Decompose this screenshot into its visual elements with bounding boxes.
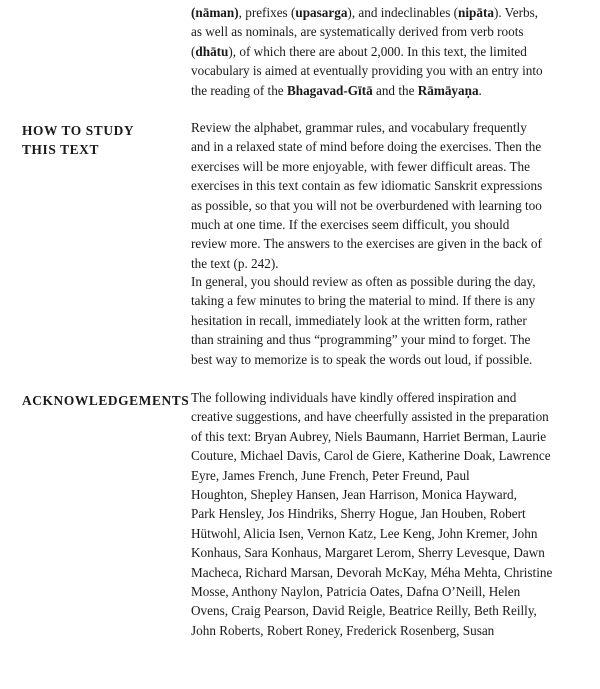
intro-line [191, 81, 591, 100]
paragraph-line: Mosse, Anthony Naylon, Patricia Oates, Dafna O’Neill, Helen [191, 584, 521, 600]
how-to-study-paragraph-2 [191, 272, 591, 369]
paragraph-line: Couture, Michael Davis, Carol de Giere, Katherine Doak, Lawrence [191, 448, 551, 464]
paragraph-line: review more. The answers to the exercises are given in the back of [191, 236, 542, 252]
paragraph-line: exercises will be more enjoyable, with fewer difficult areas. The [191, 158, 530, 174]
heading-line: THIS TEXT [22, 142, 99, 157]
paragraph-line: best way to memorize is to speak the words out loud, if possible. [191, 351, 533, 367]
text-run: ), and indeclinables ( [347, 5, 459, 20]
how-to-study-paragraph-1 [191, 118, 591, 273]
paragraph-line: as possible, so that you will not be overburdened with learning too [191, 197, 542, 213]
paragraph-line: Ovens, Craig Pearson, David Reigle, Beatrice Reilly, Beth Reilly, [191, 603, 537, 619]
heading-line: ACKNOWLEDGEMENTS [22, 393, 190, 408]
paragraph-line: taking a few minutes to bring the material to mind. If there is any [191, 293, 536, 309]
paragraph-line: than straining and thus “programming” your mind to forget. The [191, 332, 531, 348]
paragraph-line: The following individuals have kindly offered inspiration and [191, 390, 517, 405]
paragraph-line: exercises in this text contain as few idiomatic Sanskrit expressions [191, 178, 543, 194]
paragraph-line: hesitation in recall, immediately look at the written form, rather [191, 312, 527, 328]
intro-paragraph [191, 3, 591, 100]
text-run: . [478, 82, 482, 98]
acknowledgements-paragraph [191, 388, 591, 640]
paragraph-line: and in a relaxed state of mind before doing the exercises. Then the [191, 139, 542, 155]
paragraph-line: In general, you should review as often as possible during the day, [191, 274, 536, 289]
paragraph-line: Houghton, Shepley Hansen, Jean Harrison, Monica Hayward, [191, 487, 517, 503]
text-run: and the [372, 82, 418, 98]
paragraph-line: of this text: Bryan Aubrey, Niels Baumann, Harriet Berman, Laurie [191, 428, 547, 444]
how-to-study-heading [22, 121, 134, 159]
term-naman: (nāman) [191, 5, 239, 20]
intro-line: vocabulary is aimed at eventually providing you with an entry into [191, 63, 543, 79]
acknowledgements-heading [22, 391, 189, 410]
paragraph-line: Park Hensley, Jos Hindriks, Sherry Hogue, Jan Houben, Robert [191, 506, 526, 522]
title-ramayana: Rāmāyaṇa [417, 82, 479, 98]
paragraph-line: Review the alphabet, grammar rules, and vocabulary frequently [191, 120, 527, 135]
text-run: ), of which there are about 2,000. In this text, the limited [228, 43, 527, 59]
paragraph-line: Macheca, Richard Marsan, Devorah McKay, Méha Mehta, Christine [191, 564, 553, 580]
term-nipata: nipāta [458, 5, 494, 20]
intro-line [191, 3, 591, 22]
intro-line [191, 42, 591, 61]
paragraph-line: Konhaus, Sara Konhaus, Margaret Lerom, Sherry Levesque, Dawn [191, 545, 545, 561]
text-run: , prefixes ( [238, 5, 296, 20]
paragraph-line: creative suggestions, and have cheerfully assisted in the preparation [191, 409, 549, 425]
paragraph-line: Eyre, James French, June French, Peter Freund, Paul [191, 467, 470, 483]
term-dhatu: dhātu [195, 43, 229, 59]
title-bhagavad-gita: Bhagavad-Gītā [286, 82, 373, 98]
paragraph-line: Hütwohl, Alicia Isen, Vernon Katz, Lee Keng, John Kremer, John [191, 525, 538, 541]
text-run: the reading of the [191, 82, 287, 98]
text-run: ). Verbs, [493, 5, 539, 20]
text-run: ( [191, 43, 196, 59]
term-upasarga: upasarga [295, 5, 348, 20]
intro-line: as well as nominals, are systematically derived from verb roots [191, 24, 524, 40]
heading-line: HOW TO STUDY [22, 123, 135, 138]
paragraph-line: much at one time. If the exercises seem difficult, you should [191, 217, 510, 233]
paragraph-line: the text (p. 242). [191, 255, 279, 271]
paragraph-line: John Roberts, Robert Roney, Frederick Rosenberg, Susan [191, 622, 495, 638]
